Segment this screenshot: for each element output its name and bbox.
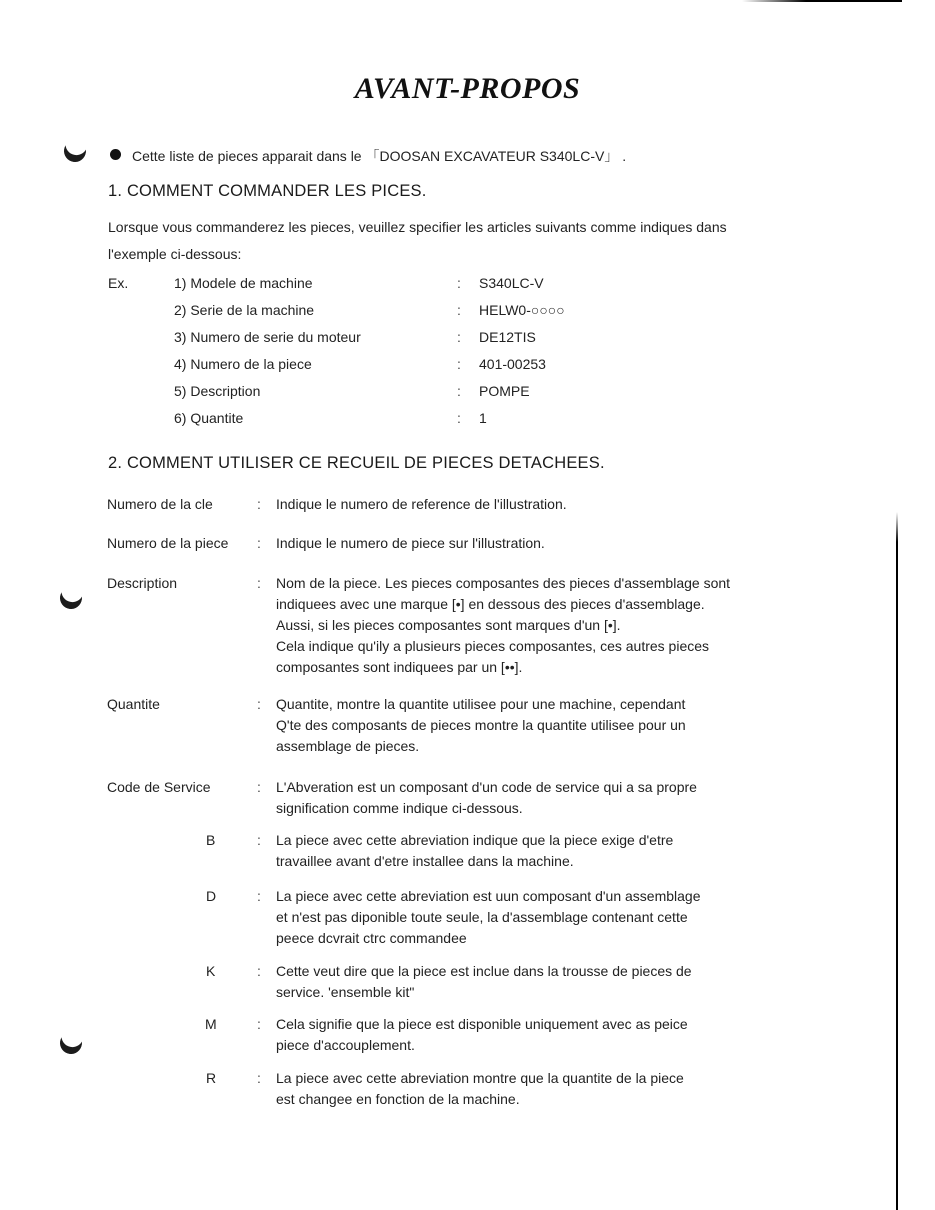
separator: : [257, 832, 261, 848]
example-item-label: 2) Serie de la machine [174, 302, 315, 318]
definition-line: Aussi, si les pieces composantes sont marques d'un [•]. [276, 617, 621, 633]
section-2-heading: 2. COMMENT UTILISER CE RECUEIL DE PIECES DETACHEES. [108, 454, 605, 472]
separator: : [257, 779, 261, 795]
description-line: Cela signifie que la piece est disponible uniquement avec as peice [276, 1016, 688, 1032]
definition-text [276, 777, 796, 819]
intro-text: Cette liste de pieces apparait dans le 「DOOSAN EXCAVATEUR S340LC-V」 . [132, 148, 627, 164]
description-line: piece d'accouplement. [276, 1037, 415, 1053]
separator: : [257, 1016, 261, 1032]
description-line: La piece avec cette abreviation indique que la piece exige d'etre [276, 832, 674, 848]
definition-line: Indique le numero de reference de l'illustration. [276, 496, 567, 512]
separator: : [257, 575, 261, 591]
definition-term: Numero de la cle [107, 496, 213, 512]
service-code-description [276, 961, 796, 1003]
scan-edge-line-top [742, 0, 902, 2]
definition-term: Numero de la piece [107, 535, 229, 551]
definition-text [276, 494, 796, 515]
service-code-K: K [206, 963, 216, 979]
service-code-description [276, 1068, 796, 1110]
separator: : [257, 496, 261, 512]
description-line: Cette veut dire que la piece est inclue dans la trousse de pieces de [276, 963, 692, 979]
definition-line: Indique le numero de piece sur l'illustration. [276, 535, 545, 551]
definition-line: L'Abveration est un composant d'un code de service qui a sa propre [276, 779, 697, 795]
example-item-value: POMPE [479, 383, 530, 399]
separator: : [457, 329, 461, 345]
definition-line: signification comme indique ci-dessous. [276, 800, 523, 816]
definition-line: Nom de la piece. Les pieces composantes des pieces d'assemblage sont [276, 575, 731, 591]
punch-hole-icon [57, 584, 85, 612]
definition-line: Q'te des composants de pieces montre la quantite utilisee pour un [276, 717, 686, 733]
definition-line: indiquees avec une marque [•] en dessous des pieces d'assemblage. [276, 596, 705, 612]
definition-line: Quantite, montre la quantite utilisee pour une machine, cependant [276, 696, 686, 712]
example-item-label: 5) Description [174, 383, 261, 399]
description-line: service. 'ensemble kit" [276, 984, 415, 1000]
definition-term: Code de Service [107, 779, 211, 795]
example-item-value: HELW0-○○○○ [479, 302, 565, 318]
page-title: AVANT-PROPOS [354, 72, 581, 105]
scan-edge-line-right [896, 512, 898, 1210]
service-code-R: R [206, 1070, 217, 1086]
example-item-label: 4) Numero de la piece [174, 356, 312, 372]
paragraph-line: Lorsque vous commanderez les pieces, veuillez specifier les articles suivants comme indiques dans [108, 219, 727, 235]
definition-line: assemblage de pieces. [276, 738, 420, 754]
service-code-description [276, 830, 796, 872]
example-item-label: 3) Numero de serie du moteur [174, 329, 361, 345]
definition-text [276, 573, 796, 678]
section-1-heading: 1. COMMENT COMMANDER LES PICES. [108, 182, 427, 200]
punch-hole-icon [57, 1029, 85, 1057]
description-line: peece dcvrait ctrc commandee [276, 930, 467, 946]
separator: : [257, 888, 261, 904]
separator: : [457, 410, 461, 426]
separator: : [257, 696, 261, 712]
separator: : [257, 963, 261, 979]
example-item-label: 6) Quantite [174, 410, 244, 426]
section-1-paragraph [108, 214, 798, 268]
description-line: La piece avec cette abreviation est uun composant d'un assemblage [276, 888, 701, 904]
example-item-value: DE12TIS [479, 329, 536, 345]
definition-line: composantes sont indiquees par un [••]. [276, 659, 523, 675]
description-line: travaillee avant d'etre installee dans la machine. [276, 853, 574, 869]
definition-term: Description [107, 575, 178, 591]
description-line: est changee en fonction de la machine. [276, 1091, 520, 1107]
separator: : [457, 302, 461, 318]
definition-term: Quantite [107, 696, 160, 712]
description-line: et n'est pas diponible toute seule, la d'assemblage contenant cette [276, 909, 688, 925]
example-label: Ex. [108, 275, 129, 291]
separator: : [257, 535, 261, 551]
service-code-description [276, 1014, 796, 1056]
definition-text [276, 694, 796, 757]
example-item-value: S340LC-V [479, 275, 544, 291]
definition-line: Cela indique qu'ily a plusieurs pieces composantes, ces autres pieces [276, 638, 710, 654]
separator: : [457, 356, 461, 372]
example-item-value: 401-00253 [479, 356, 546, 372]
example-item-value: 1 [479, 410, 487, 426]
definition-text [276, 533, 796, 554]
service-code-M: M [205, 1016, 217, 1032]
separator: : [257, 1070, 261, 1086]
service-code-D: D [206, 888, 217, 904]
service-code-B: B [206, 832, 216, 848]
separator: : [457, 383, 461, 399]
description-line: La piece avec cette abreviation montre que la quantite de la piece [276, 1070, 684, 1086]
punch-hole-icon [61, 137, 89, 165]
bullet-icon [110, 149, 121, 160]
paragraph-line: l'exemple ci-dessous: [108, 246, 242, 262]
separator: : [457, 275, 461, 291]
example-item-label: 1) Modele de machine [174, 275, 313, 291]
service-code-description [276, 886, 796, 949]
